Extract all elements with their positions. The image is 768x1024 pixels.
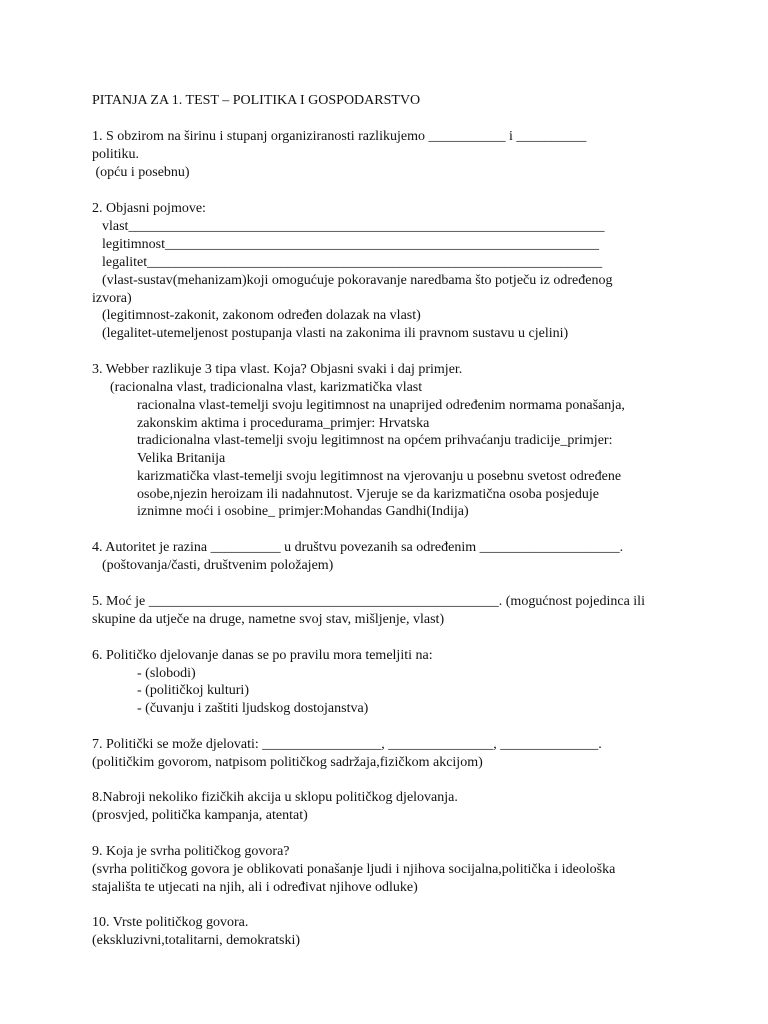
question-4-answer: (poštovanja/časti, društvenim položajem) <box>102 558 334 573</box>
question-10-answer: (ekskluzivni,totalitarni, demokratski) <box>92 933 301 948</box>
question-3-rational-authority-continued: zakonskim aktima i procedurama_primjer: Hrvatska <box>137 416 430 431</box>
question-2-answer-legalitet: (legalitet-utemeljenost postupanja vlasti na zakonima ili pravnom sustavu u cjelini) <box>102 326 569 341</box>
question-10-text: 10. Vrste političkog govora. <box>92 915 249 930</box>
question-4-text: 4. Autoritet je razina __________ u društvu povezanih sa određenim ____________________. <box>92 540 624 555</box>
question-2-text: 2. Objasni pojmove: <box>92 201 206 216</box>
question-8-answer: (prosvjed, politička kampanja, atentat) <box>92 808 308 823</box>
question-5-text: 5. Moć je __________________________________________________. (mogućnost pojedinca ili <box>92 594 645 609</box>
question-9-answer-continued: stajališta te utjecati na njih, ali i određivat njihove odluke) <box>92 880 418 895</box>
question-3-charismatic-authority-example: iznimne moći i osobine_ primjer:Mohandas Gandhi(Indija) <box>137 504 469 519</box>
question-3-text: 3. Webber razlikuje 3 tipa vlast. Koja? Objasni svaki i daj primjer. <box>92 362 463 377</box>
question-6-list-item: - (čuvanju i zaštiti ljudskog dostojanstva) <box>137 701 369 716</box>
question-2-answer-vlast: (vlast-sustav(mehanizam)koji omogućuje pokoravanje naredbama što potječu iz određenog <box>102 273 613 288</box>
question-1-answer: (opću i posebnu) <box>92 165 190 180</box>
question-3-rational-authority: racionalna vlast-temelji svoju legitimnost na unaprijed određenim normama ponašanja, <box>137 398 625 413</box>
question-7-text: 7. Politički se može djelovati: _________________, _______________, ______________. <box>92 737 602 752</box>
question-3-traditional-authority-continued: Velika Britanija <box>137 451 226 466</box>
question-9-text: 9. Koja je svrha političkog govora? <box>92 844 290 859</box>
question-9-answer: (svrha političkog govora je oblikovati ponašanje ljudi i njihova socijalna,politička i ideološka <box>92 862 616 877</box>
question-6-list-item: - (slobodi) <box>137 666 196 681</box>
question-3-answer-intro: (racionalna vlast, tradicionalna vlast, karizmatička vlast <box>110 380 423 395</box>
question-6-text: 6. Političko djelovanje danas se po pravilu mora temeljiti na: <box>92 648 433 663</box>
question-2-term-legitimnost: legitimnost______________________________________________________________ <box>102 237 599 252</box>
question-1-text: 1. S obzirom na širinu i stupanj organiziranosti razlikujemo ___________ i __________ <box>92 129 587 144</box>
question-2-term-legalitet: legalitet_________________________________________________________________ <box>102 255 603 270</box>
question-6-list-item: - (političkoj kulturi) <box>137 683 249 698</box>
question-3-traditional-authority: tradicionalna vlast-temelji svoju legitimnost na općem prihvaćanju tradicije_primjer: <box>137 433 613 448</box>
question-1-text-continued: politiku. <box>92 147 140 162</box>
question-2-term-vlast: vlast____________________________________________________________________ <box>102 219 605 234</box>
question-5-text-continued: skupine da utječe na druge, nametne svoj stav, mišljenje, vlast) <box>92 612 445 627</box>
question-2-answer-vlast-continued: izvora) <box>92 291 132 306</box>
question-3-charismatic-authority: karizmatička vlast-temelji svoju legitimnost na vjerovanju u posebnu svetost određene <box>137 469 622 484</box>
question-2-answer-legitimnost: (legitimnost-zakonit, zakonom određen dolazak na vlast) <box>102 308 421 323</box>
question-7-answer: (političkim govorom, natpisom političkog sadržaja,fizičkom akcijom) <box>92 755 483 770</box>
question-8-text: 8.Nabroji nekoliko fizičkih akcija u sklopu političkog djelovanja. <box>92 790 458 805</box>
question-3-charismatic-authority-continued: osobe,njezin heroizam ili nadahnutost. Vjeruje se da karizmatična osoba posjeduje <box>137 487 599 502</box>
document-title: PITANJA ZA 1. TEST – POLITIKA I GOSPODARSTVO <box>92 93 421 108</box>
